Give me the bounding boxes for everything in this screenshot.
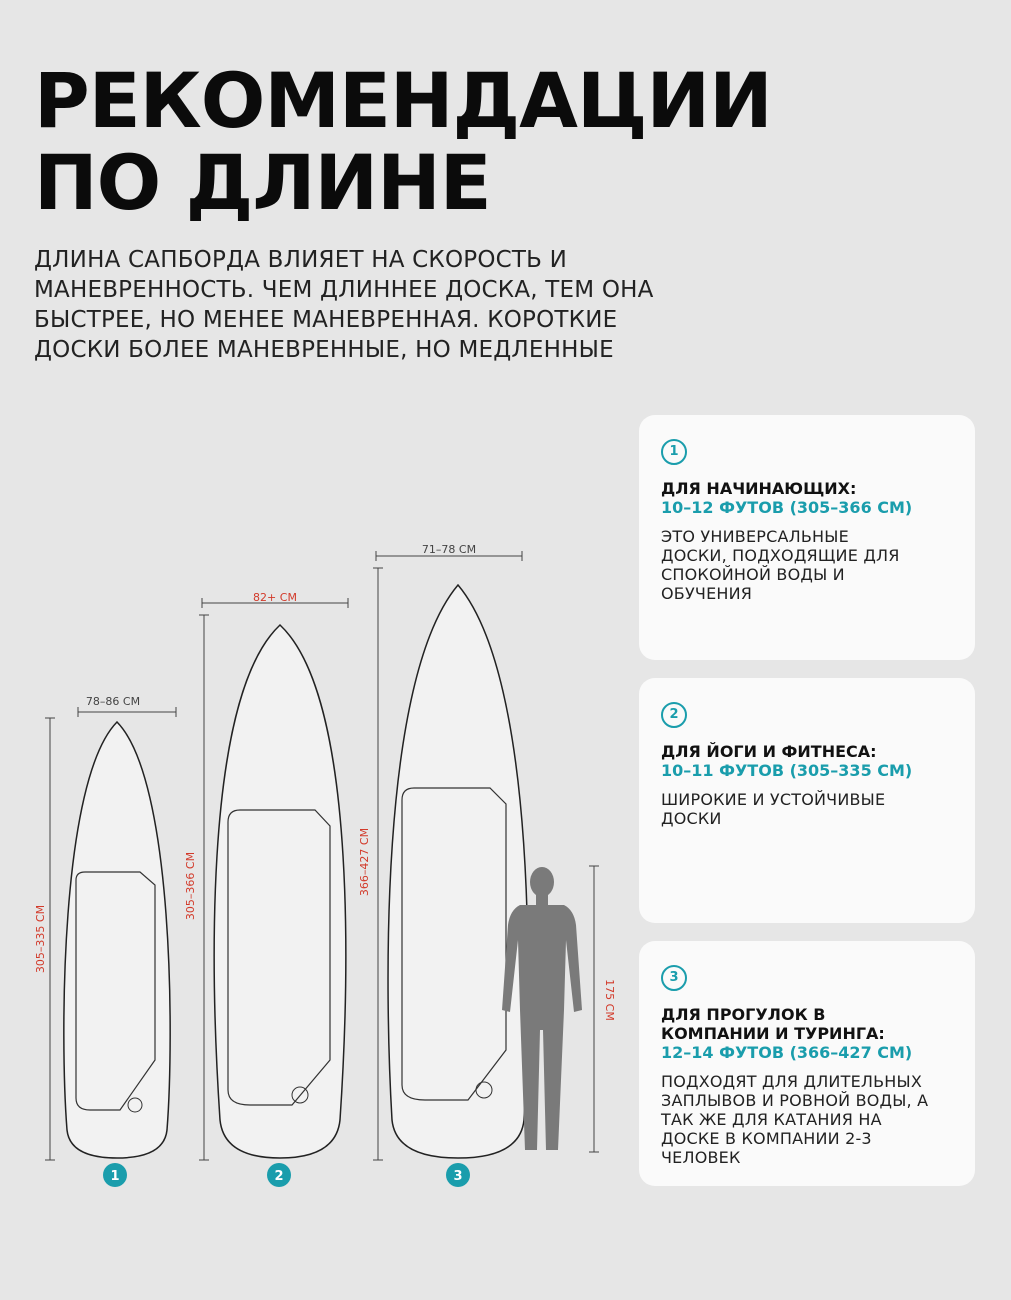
card-2-title: ДЛЯ ЙОГИ И ФИТНЕСА: xyxy=(661,742,877,761)
card-1-badge: 1 xyxy=(661,439,687,465)
board-3 xyxy=(358,543,528,1187)
card-2-description: ШИРОКИЕ И УСТОЙЧИВЫЕ ДОСКИ xyxy=(661,790,886,828)
card-yoga-fitness xyxy=(639,678,975,923)
board-2-number: 2 xyxy=(274,1169,284,1184)
board-1-length-label: 305–335 СМ xyxy=(34,904,47,974)
board-1-number: 1 xyxy=(110,1169,120,1184)
board-2-length-label: 305–366 СМ xyxy=(184,851,197,921)
board-1 xyxy=(34,695,176,1187)
page-title-line-1: РЕКОМЕНДАЦИИ xyxy=(34,56,772,145)
person-height-dimension xyxy=(589,866,616,1152)
boards-illustration xyxy=(0,520,630,1200)
card-2-range: 10–11 ФУТОВ (305–335 СМ) xyxy=(661,761,913,780)
card-2-badge: 2 xyxy=(661,702,687,728)
page-title-line-2: ПО ДЛИНЕ xyxy=(34,138,491,227)
board-3-length-label: 366–427 СМ xyxy=(358,827,371,897)
board-3-width-label: 71–78 СМ xyxy=(421,543,477,556)
board-2 xyxy=(184,591,348,1187)
board-2-width-label: 82+ СМ xyxy=(253,591,297,604)
card-3-title: ДЛЯ ПРОГУЛОК В КОМПАНИИ И ТУРИНГА: xyxy=(661,1005,885,1043)
card-touring xyxy=(639,941,975,1186)
board-1-width-label: 78–86 СМ xyxy=(85,695,141,708)
page-title xyxy=(34,56,772,227)
person-height-label: 175 СМ xyxy=(603,979,616,1021)
card-1-description: ЭТО УНИВЕРСАЛЬНЫЕ ДОСКИ, ПОДХОДЯЩИЕ ДЛЯ СПОКОЙНОЙ ВОДЫ И ОБУЧЕНИЯ xyxy=(661,527,900,603)
card-beginners xyxy=(639,415,975,660)
board-3-number: 3 xyxy=(453,1169,463,1184)
card-1-title: ДЛЯ НАЧИНАЮЩИХ: xyxy=(661,479,857,498)
card-3-badge: 3 xyxy=(661,965,687,991)
card-3-description: ПОДХОДЯТ ДЛЯ ДЛИТЕЛЬНЫХ ЗАПЛЫВОВ И РОВНОЙ ВОДЫ, А ТАК ЖЕ ДЛЯ КАТАНИЯ НА ДОСКЕ В КОМПАНИИ 2-3 ЧЕЛОВЕК xyxy=(661,1072,929,1167)
card-1-range: 10–12 ФУТОВ (305–366 СМ) xyxy=(661,498,913,517)
intro-text: ДЛИНА САПБОРДА ВЛИЯЕТ НА СКОРОСТЬ И МАНЕВРЕННОСТЬ. ЧЕМ ДЛИННЕЕ ДОСКА, ТЕМ ОНА БЫСТРЕЕ, НО МЕНЕЕ МАНЕВРЕННАЯ. КОРОТКИЕ ДОСКИ БОЛЕЕ МАНЕВРЕННЫЕ, НО МЕДЛЕННЫЕ xyxy=(34,247,654,363)
card-3-range: 12–14 ФУТОВ (366–427 СМ) xyxy=(661,1043,913,1062)
